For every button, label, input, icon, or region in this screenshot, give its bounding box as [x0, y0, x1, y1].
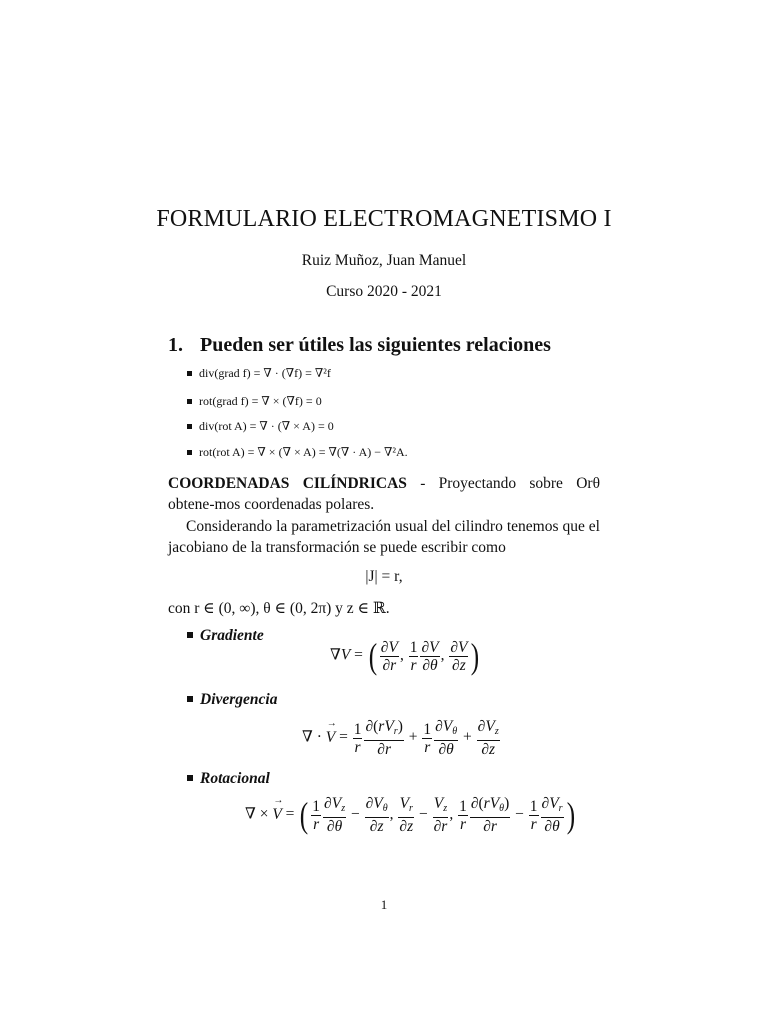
- course: Curso 2020 - 2021: [326, 283, 442, 300]
- identity-text: rot(rot A) = ∇ × (∇ × A) = ∇(∇ · A) − ∇²A.: [199, 445, 408, 459]
- section-number: 1.: [168, 334, 183, 356]
- bullet-icon: [187, 450, 192, 455]
- cylindrical-intro: [168, 473, 600, 515]
- identity-item: [187, 445, 408, 460]
- bullet-icon: [187, 775, 193, 781]
- identity-text: div(grad f) = ∇ · (∇f) = ∇²f: [199, 366, 331, 380]
- divergence-heading: [187, 691, 277, 709]
- cylindrical-intro-text: - Proyectando sobre Orθ obtene-mos coordenadas polares.: [168, 475, 600, 513]
- curl-heading: [187, 770, 270, 788]
- curl-label: Rotacional: [200, 770, 270, 787]
- divergence-formula: ∇ · V → = $\frac{1}{r}$ $\frac{\partial(rV_r)}{\partial r}$ + $\frac{1}{r}$ $\frac{\partial V_\theta}{\partial\theta}$ + $\frac{\partial V_z}{\partial z}$: [302, 718, 501, 758]
- gradient-heading: [187, 627, 264, 645]
- identity-text: div(rot A) = ∇ · (∇ × A) = 0: [199, 419, 334, 433]
- page-number: 1: [380, 897, 388, 912]
- identity-item: [187, 366, 331, 381]
- author: Ruiz Muñoz, Juan Manuel: [301, 252, 467, 269]
- curl-formula: ∇ × V → = ( $\frac{1}{r}$ $\frac{\partial V_z}{\partial\theta}$ − $\frac{\partial V_\theta}{\partial z}$ , $\frac{V_r}{\partial z}$ − $\frac{V_z}{\partial r}$ , $\frac{1}{r}$ $\frac{\partial(rV_\theta)}{\partial r}$ − $\frac{1}{r}$ $\frac{\partial V_r}{\partial\theta}$ ): [245, 795, 577, 835]
- jacobian-paragraph: Considerando la parametrización usual del cilindro tenemos que el jacobiano de la transformación se puede escribir como: [168, 518, 600, 556]
- divergence-label: Divergencia: [200, 691, 278, 708]
- domain-text: con r ∈ (0, ∞), θ ∈ (0, 2π) y z ∈ ℝ.: [168, 600, 390, 617]
- bullet-icon: [187, 424, 192, 429]
- identity-item: [187, 394, 322, 409]
- bullet-icon: [187, 632, 193, 638]
- document-title: FORMULARIO ELECTROMAGNETISMO I: [156, 206, 612, 232]
- gradient-formula: ∇V = ( $\frac{\partial V}{\partial r}$ , $\frac{1}{r}$ $\frac{\partial V}{\partial\theta}$ , $\frac{\partial V}{\partial z}$ ): [330, 636, 480, 676]
- identity-item: [187, 419, 334, 434]
- identity-text: rot(grad f) = ∇ × (∇f) = 0: [199, 394, 322, 408]
- cylindrical-label: COORDENADAS CILÍNDRICAS: [168, 475, 407, 492]
- jacobian-equation: |J| = r,: [365, 568, 403, 585]
- section-heading: [168, 334, 551, 357]
- bullet-icon: [187, 371, 192, 376]
- bullet-icon: [187, 696, 193, 702]
- section-title: Pueden ser útiles las siguientes relaciones: [200, 334, 551, 356]
- bullet-icon: [187, 399, 192, 404]
- gradient-label: Gradiente: [200, 627, 264, 644]
